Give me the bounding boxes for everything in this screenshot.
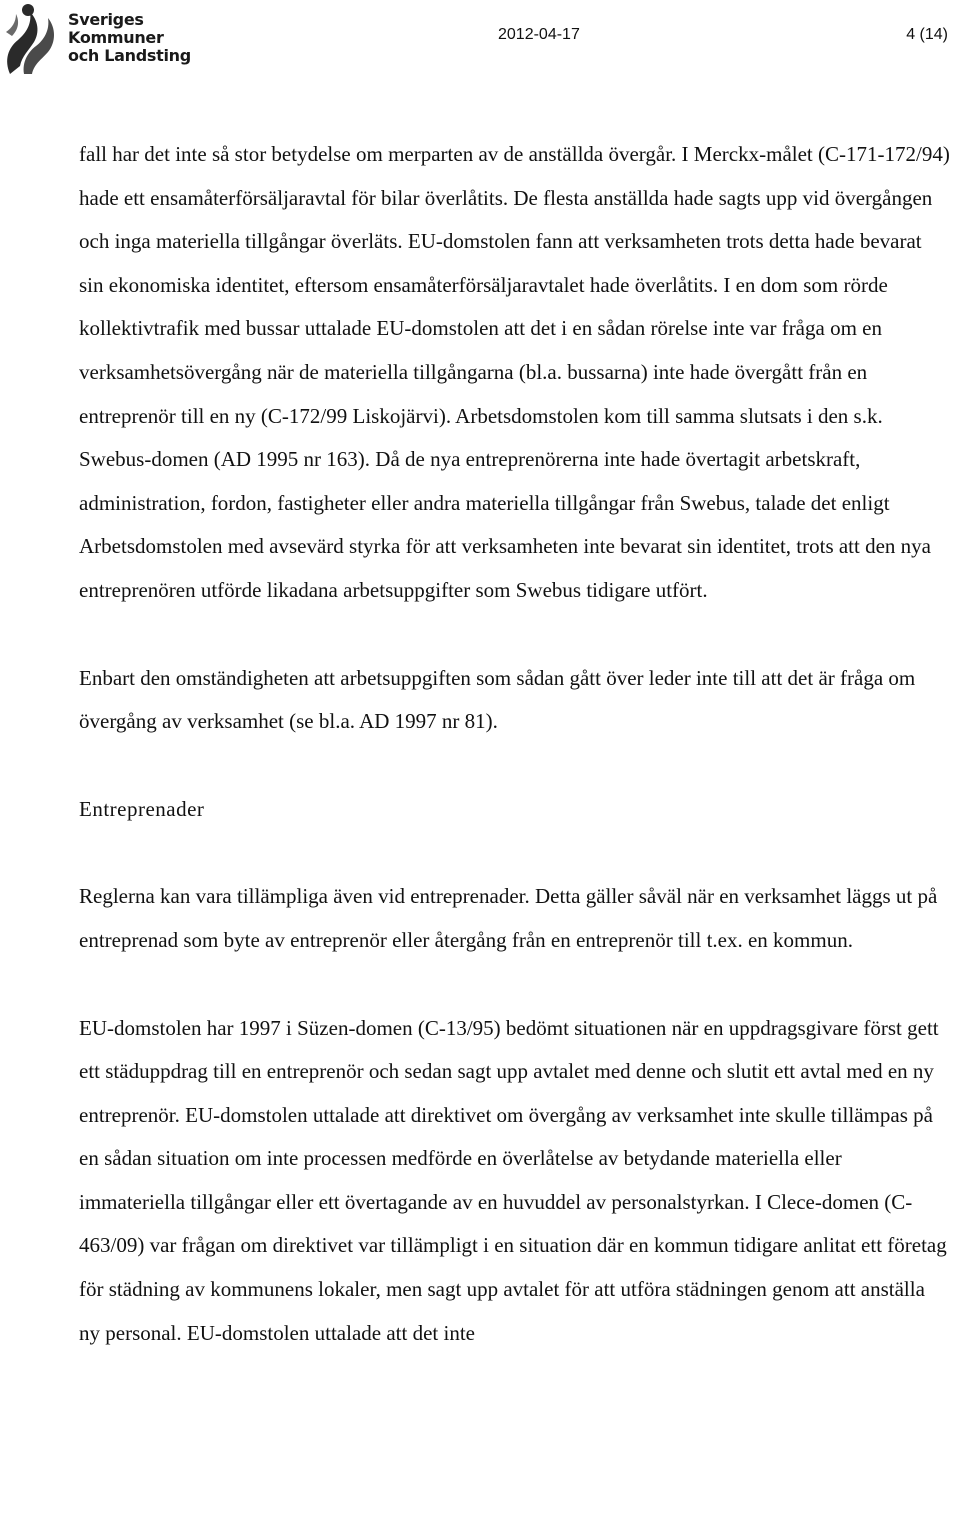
- logo-wordmark: [68, 11, 191, 65]
- paragraph-1: fall har det inte så stor betydelse om merparten av de anställda övergår. I Merckx-målet (C-171-172/94) hade ett ensamåterförsäljaravtal för bilar överlåtits. De flesta anställda hade sagts upp vid övergången och inga materiella tillgångar överläts. EU-domstolen fann att verksamheten trots detta hade bevarat sin ekonomiska identitet, eftersom ensamåterförsäljaravtalet hade överlåtits. I en dom som rörde kollektivtrafik med bussar uttalade EU-domstolen att det i en sådan rörelse inte var fråga om en verksamhetsövergång när de materiella tillgångarna (bl.a. bussarna) inte hade övergått från en entreprenör till en ny (C-172/99 Liskojärvi). Arbetsdomstolen kom till samma slutsats i den s.k. Swebus-domen (AD 1995 nr 163). Då de nya entreprenörerna inte hade övertagit arbetskraft, administration, fordon, fastigheter eller andra materiella tillgångar från Swebus, talade det enligt Arbetsdomstolen med avsevärd styrka för att verksamheten inte bevarat sin identitet, trots att den nya entreprenören utförde likadana arbetsuppgifter som Swebus tidigare utfört.: [79, 142, 950, 602]
- section-heading: Entreprenader: [79, 796, 205, 821]
- document-date: 2012-04-17: [498, 26, 580, 43]
- paragraph-gap: [79, 831, 951, 875]
- logo-line-1: Sveriges: [68, 10, 144, 29]
- logo-line-3: och Landsting: [68, 46, 191, 65]
- paragraph-3: Reglerna kan vara tillämpliga även vid entreprenader. Detta gäller såväl när en verksamhet läggs ut på entreprenad som byte av entreprenör eller återgång från en entreprenör till t.ex. en kommun.: [79, 884, 938, 952]
- skl-logo: [2, 2, 192, 76]
- page-number: 4 (14): [906, 26, 948, 43]
- skl-emblem-icon: [2, 2, 62, 76]
- paragraph-gap: [79, 613, 951, 657]
- document-body: [79, 133, 951, 1355]
- paragraph-2: Enbart den omständigheten att arbetsuppgiften som sådan gått över leder inte till att det är fråga om övergång av verksamhet (se bl.a. AD 1997 nr 81).: [79, 665, 916, 734]
- page-header: [0, 0, 960, 80]
- paragraph-gap: [79, 744, 951, 788]
- paragraph-4: EU-domstolen har 1997 i Süzen-domen (C-13/95) bedömt situationen när en uppdragsgivare först gett ett städuppdrag till en entreprenör och sedan sagt upp avtalet med denne och slutit ett avtal med en ny entreprenör. EU-domstolen uttalade att direktivet om övergång av verksamhet inte skulle tillämpas på en sådan situation om inte processen medförde en överlåtelse av betydande materiella eller immateriella tillgångar eller ett övertagande av en huvuddel av personalstyrkan. I Clece-domen (C-463/09) var frågan om direktivet var tillämpligt i en situation där en kommun tidigare anlitat ett företag för städning av kommunens lokaler, men sagt upp avtalet för att utföra städningen genom att anställa ny personal. EU-domstolen uttalade att det inte: [79, 1015, 947, 1345]
- paragraph-gap: [79, 963, 951, 1007]
- logo-line-2: Kommuner: [68, 28, 164, 47]
